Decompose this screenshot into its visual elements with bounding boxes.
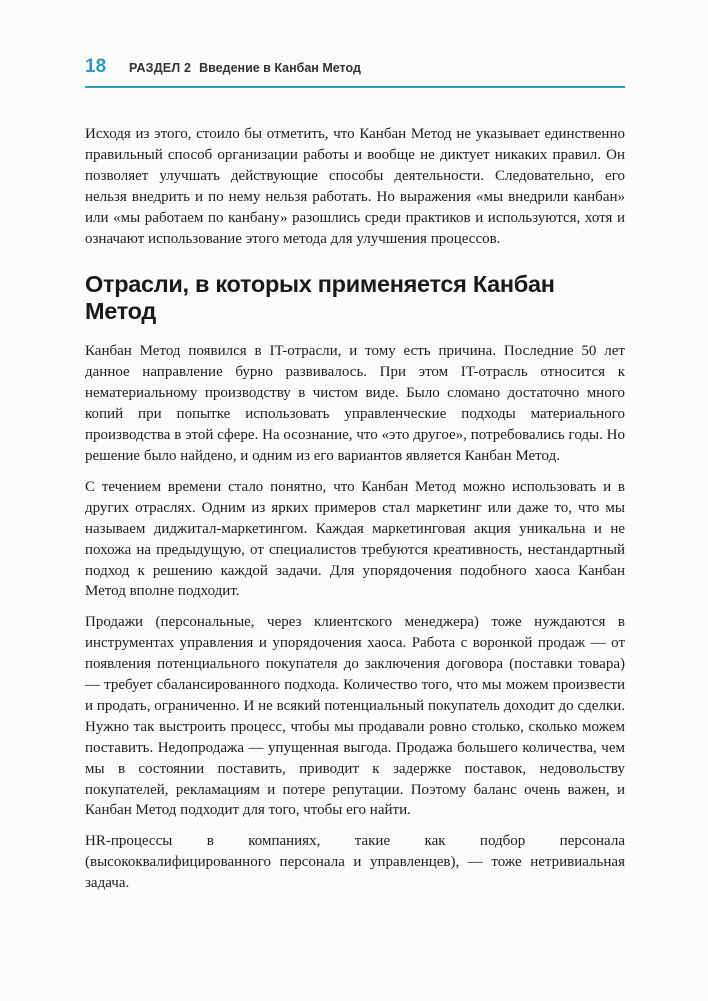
paragraph-sales: Продажи (персональные, через клиентского менеджера) тоже нуждаются в инструментах управления и упорядочения хаоса. Работа с воронкой продаж — от появления потенциального покупателя до заключения договора (поставки товара) — требует сбалансированного подхода. Количество того, что мы можем произвести и продать, ограниченно. И не всякий потенциальный покупатель доходит до сделки. Нужно так выстроить процесс, чтобы мы продавали ровно столько, сколько можем поставить. Недопродажа — упущенная выгода. Продажа большего количества, чем мы в состоянии поставить, приводит к задержке поставок, недовольству покупателей, рекламациям и потере репутации. Поэтому баланс очень важен, и Канбан Метод подходит для того, чтобы его найти. — [85, 614, 625, 819]
section-heading: Отрасли, в которых применяется Канбан Метод — [85, 271, 555, 325]
paragraph-hr: HR-процессы в компаниях, такие как подбор персонала (высококвалифицированного персонала и управленцев), — тоже нетривиальная задача. — [85, 833, 625, 892]
paragraph-marketing: С течением времени стало понятно, что Канбан Метод можно использовать и в других отраслях. Одним из ярких примеров стал маркетинг или даже то, что мы называем диджитал-маркетингом. Каждая маркетинговая акция уникальна и не похожа на предыдущую, от специалистов требуются креативность, нестандартный подход к решению каждой задачи. Для упорядочения подобного хаоса Канбан Метод вполне подходит. — [85, 478, 625, 600]
page-body — [85, 124, 625, 894]
paragraph-it: Канбан Метод появился в IT-отрасли, и тому есть причина. Последние 50 лет данное направление бурно развивалось. При этом IT-отрасль относится к нематериальному производству в чистом виде. Было сломано достаточно много копий при попытке использовать управленческие подходы материального производства в этой сфере. На осознание, что «это другое», потребовались годы. Но решение было найдено, и одним из его вариантов является Канбан Метод. — [85, 343, 625, 464]
header-rule — [85, 86, 625, 88]
page-number: 18 — [85, 56, 107, 77]
intro-paragraph: Исходя из этого, стоило бы отметить, что Канбан Метод не указывает единственно правильный способ организации работы и вообще не диктует никаких правил. Он позволяет улучшать действующие способы деятельности. Следовательно, его нельзя внедрить и по нему нельзя работать. Но выражения «мы внедрили канбан» или «мы работаем по канбану» разошлись среди практиков и используются, хотя и означают использование этого метода для улучшения процессов. — [85, 126, 625, 247]
section-title: Введение в Канбан Метод — [199, 61, 361, 75]
section-label: РАЗДЕЛ 2 — [129, 61, 192, 75]
running-header — [85, 56, 361, 78]
